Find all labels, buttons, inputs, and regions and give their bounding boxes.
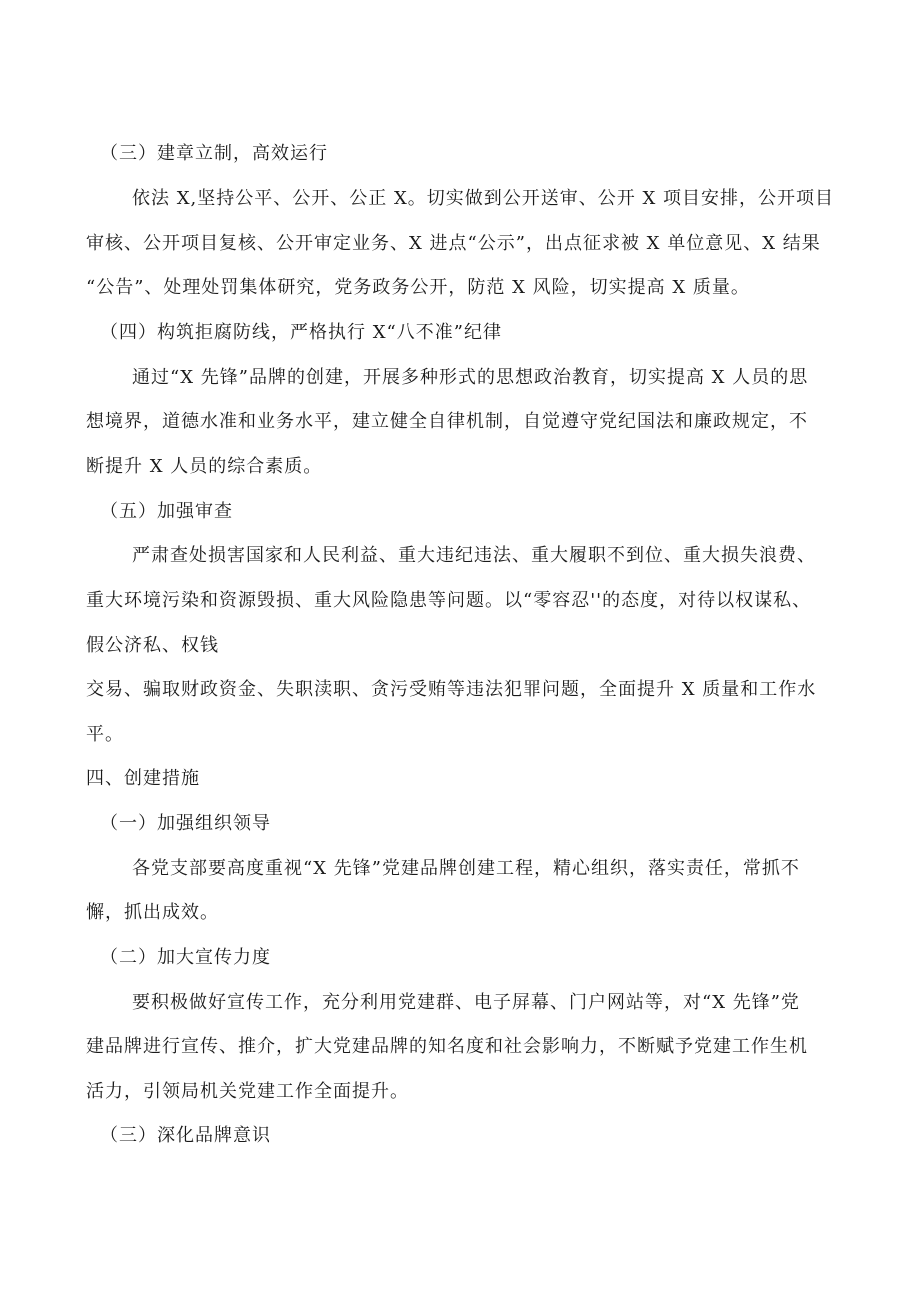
paragraph-line: 审核、公开项目复核、公开审定业务、X 进点“公示”，出点征求被 X 单位意见、X 结果	[86, 233, 821, 254]
paragraph-line: 假公济私、权钱	[86, 635, 219, 656]
paragraph-line: 建品牌进行宣传、推介，扩大党建品牌的知名度和社会影响力，不断赋予党建工作生机	[86, 1036, 808, 1057]
paragraph-line: 断提升 X 人员的综合素质。	[86, 456, 323, 477]
paragraph-line: 交易、骗取财政资金、失职渎职、贪污受贿等违法犯罪问题，全面提升 X 质量和工作水	[86, 679, 817, 700]
section-heading: （二）加大宣传力度	[100, 947, 271, 968]
paragraph-line: 懈，抓出成效。	[86, 902, 219, 923]
paragraph-line: 依法 X,坚持公平、公开、公正 X。切实做到公开送审、公开 X 项目安排，公开项目	[132, 188, 835, 209]
paragraph-line: 要积极做好宣传工作，充分利用党建群、电子屏幕、门户网站等，对“X 先锋”党	[132, 992, 800, 1013]
paragraph-line: 严肃查处损害国家和人民利益、重大违纪违法、重大履职不到位、重大损失浪费、	[132, 545, 816, 566]
paragraph-line: “公告”、处理处罚集体研究，党务政务公开，防范 X 风险，切实提高 X 质量。	[86, 277, 750, 298]
section-heading: （五）加强审查	[100, 501, 233, 522]
paragraph-line: 重大环境污染和资源毁损、重大风险隐患等问题。以“零容忍''的态度，对待以权谋私、	[86, 590, 812, 611]
paragraph-line: 想境界，道德水准和业务水平，建立健全自律机制，自觉遵守党纪国法和廉政规定，不	[86, 411, 808, 432]
paragraph-line: 活力，引领局机关党建工作全面提升。	[86, 1081, 409, 1102]
section-heading: （一）加强组织领导	[100, 813, 271, 834]
paragraph-line: 平。	[86, 724, 124, 745]
section-heading: （四）构筑拒腐防线，严格执行 X“八不准”纪律	[100, 322, 502, 343]
paragraph-line: 各党支部要高度重视“X 先锋”党建品牌创建工程，精心组织，落实责任，常抓不	[132, 858, 800, 879]
paragraph-line: 通过“X 先锋”品牌的创建，开展多种形式的思想政治教育，切实提高 X 人员的思	[132, 367, 809, 388]
section-heading: （三）建章立制，高效运行	[100, 143, 328, 164]
section-heading: （三）深化品牌意识	[100, 1125, 271, 1146]
major-section-heading: 四、创建措施	[86, 768, 200, 789]
